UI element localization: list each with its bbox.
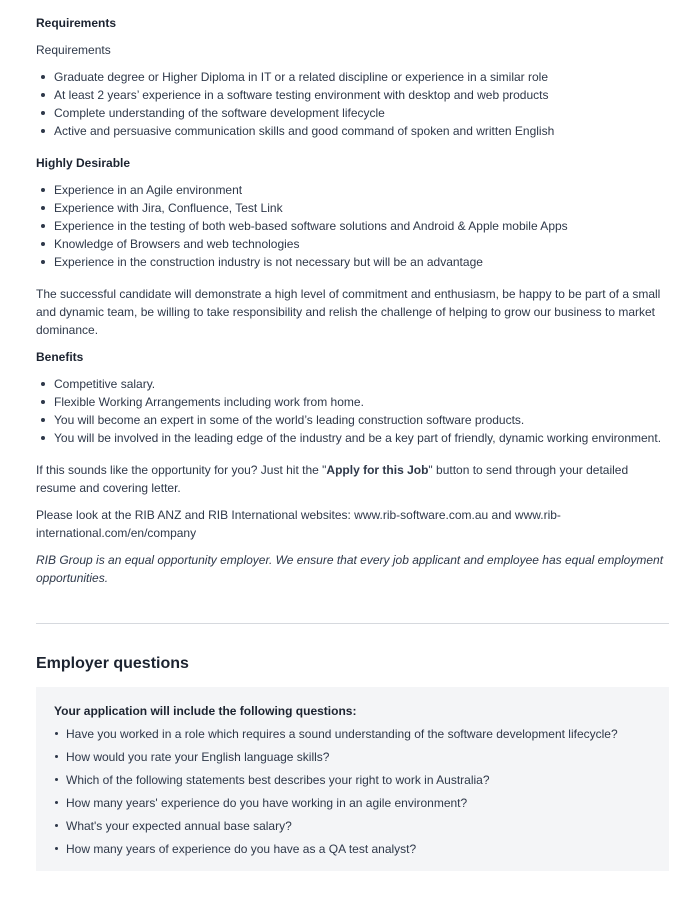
apply-text-before: If this sounds like the opportunity for you? Just hit the " [36,463,327,477]
requirements-heading: Requirements [36,16,117,30]
employer-questions-title: Employer questions [36,655,189,672]
benefits-list [36,375,669,447]
list-item: Competitive salary. [36,375,669,393]
question-item: Which of the following statements best describes your right to work in Australia? [54,772,651,788]
benefits-heading: Benefits [36,350,84,364]
employer-questions-list [54,726,651,857]
list-item: You will be involved in the leading edge of the industry and be a key part of friendly, dynamic working environment. [36,429,669,447]
apply-text-after: " button to send through your detailed resume and covering letter. [36,463,629,495]
question-item: How many years of experience do you have as a QA test analyst? [54,841,651,857]
question-item: What's your expected annual base salary? [54,818,651,834]
requirements-subheading: Requirements [36,43,111,57]
question-item: Have you worked in a role which requires a sound understanding of the software development lifecycle? [54,726,651,742]
list-item: Experience with Jira, Confluence, Test Link [36,199,669,217]
apply-paragraph [36,461,669,497]
apply-button-reference: Apply for this Job [326,463,429,477]
list-item: At least 2 years’ experience in a software testing environment with desktop and web products [36,86,669,104]
requirements-list [36,68,669,140]
desirable-heading: Highly Desirable [36,156,131,170]
list-item: Experience in an Agile environment [36,181,669,199]
list-item: Experience in the construction industry is not necessary but will be an advantage [36,253,669,271]
list-item: Active and persuasive communication skills and good command of spoken and written English [36,122,669,140]
list-item: Graduate degree or Higher Diploma in IT or a related discipline or experience in a similar role [36,68,669,86]
list-item: You will become an expert in some of the world’s leading construction software products. [36,411,669,429]
desirable-list [36,181,669,271]
equal-opportunity-statement: RIB Group is an equal opportunity employer. We ensure that every job applicant and employee has equal employment opportunities. [36,553,664,585]
websites-paragraph: Please look at the RIB ANZ and RIB International websites: www.rib-software.com.au and www.rib-international.com/en/company [36,508,561,540]
candidate-paragraph: The successful candidate will demonstrate a high level of commitment and enthusiasm, be happy to be part of a small and dynamic team, be willing to take responsibility and relish the challenge of helping to grow our business to market dominance. [36,287,661,337]
list-item: Complete understanding of the software development lifecycle [36,104,669,122]
question-item: How would you rate your English language skills? [54,749,651,765]
list-item: Knowledge of Browsers and web technologies [36,235,669,253]
list-item: Flexible Working Arrangements including work from home. [36,393,669,411]
list-item: Experience in the testing of both web-based software solutions and Android & Apple mobile Apps [36,217,669,235]
job-description [36,14,669,871]
employer-questions-lead: Your application will include the following questions: [54,704,357,718]
question-item: How many years' experience do you have working in an agile environment? [54,795,651,811]
employer-questions-panel [36,687,669,871]
